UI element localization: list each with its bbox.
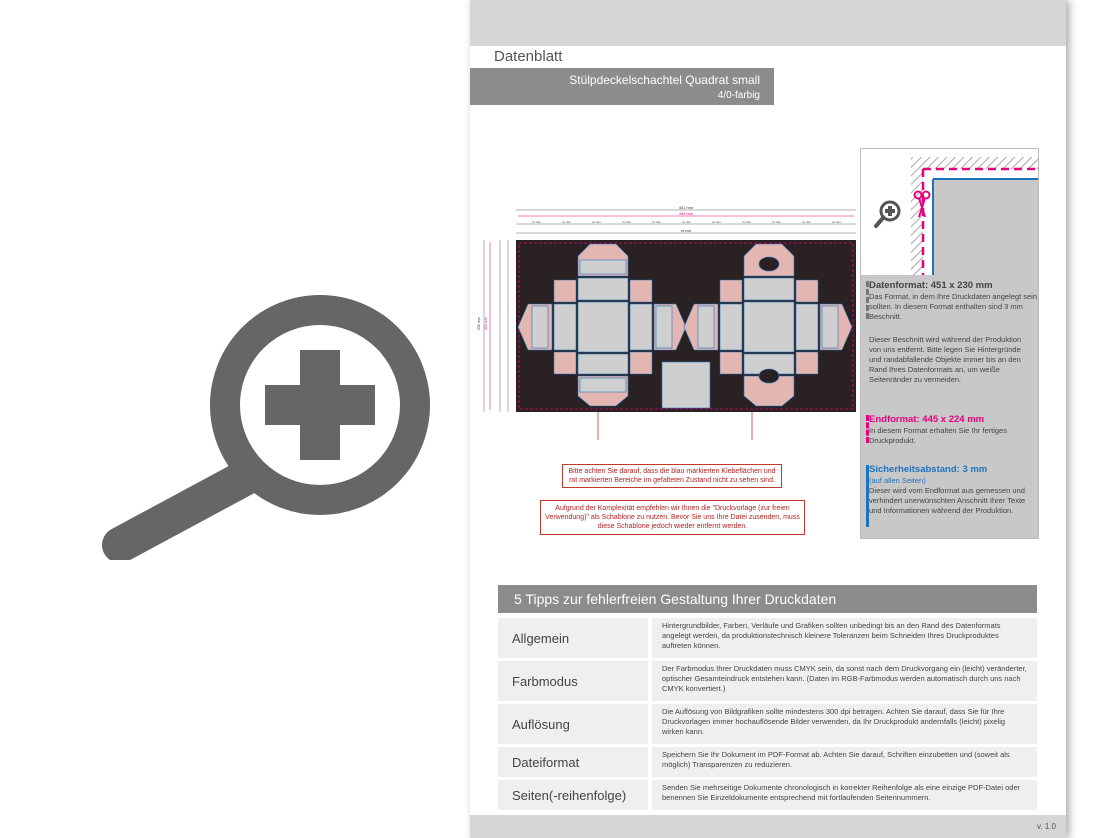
sicherheit-text: Dieser wird vom Endformat aus gemessen und verhindert unerwünschten Anschnitt Ihrer Texte und Informationen während der Produktion. xyxy=(869,486,1026,515)
bleed-preview xyxy=(861,149,1038,275)
datenformat-text: Das Format, in dem Ihre Druckdaten angelegt sein sollten. In diesem Format enthalten sind 3 mm Beschnitt. xyxy=(869,292,1037,321)
zoom-in-icon[interactable] xyxy=(100,290,430,560)
zoom-in-icon[interactable] xyxy=(873,199,903,229)
dim-segment: xx mm xyxy=(532,220,541,224)
dim-segment: xx mm xyxy=(742,220,751,224)
dim-end-width: 445 mm xyxy=(678,211,694,216)
tip-label: Auflösung xyxy=(498,704,648,744)
sicherheit-title: Sicherheitsabstand: 3 mm xyxy=(869,464,988,475)
datenformat-section xyxy=(869,280,1037,322)
dim-segments xyxy=(532,220,841,224)
sicherheit-subtitle: (auf allen Seiten) xyxy=(869,476,926,485)
tip-text: Senden Sie mehrseitige Dokumente chronologisch in korrekter Reihenfolge als eine einzige PDF-Datei oder benennen Sie Einzeldokumente entsprechend mit fortlaufenden Seitennummern. xyxy=(652,780,1037,810)
tip-row xyxy=(498,661,1037,701)
dim-segment: xx mm xyxy=(592,220,601,224)
product-colors: 4/0-farbig xyxy=(717,90,760,101)
dim-height-total: 230 mm xyxy=(477,317,481,330)
dim-segment: xx mm xyxy=(772,220,781,224)
page-title: Datenblatt xyxy=(470,46,590,68)
endformat-section xyxy=(869,414,1031,446)
dim-segment: xx mm xyxy=(682,220,691,224)
dim-segment: xx mm xyxy=(652,220,661,224)
tip-row xyxy=(498,704,1037,744)
insert-panel xyxy=(662,362,710,408)
top-band xyxy=(470,0,1066,46)
dim-segment: xx mm xyxy=(832,220,841,224)
scissors-icon xyxy=(913,189,931,219)
dim-total-width: 451 mm xyxy=(678,205,694,210)
format-info-box xyxy=(860,148,1039,539)
dim-segment: xx mm xyxy=(802,220,811,224)
tip-row xyxy=(498,780,1037,810)
datenformat-title: Datenformat: 451 x 230 mm xyxy=(869,280,993,291)
tip-label: Allgemein xyxy=(498,618,648,658)
tip-label: Seiten(-reihenfolge) xyxy=(498,780,648,810)
dieline-diagram xyxy=(470,200,860,440)
endformat-text: In diesem Format erhalten Sie Ihr fertiges Druckprodukt. xyxy=(869,426,1007,445)
datasheet-page xyxy=(470,0,1066,838)
beschnitt-text: Dieser Beschnitt wird während der Produktion von uns entfernt. Bitte legen Sie Hintergründe und randabfallende Objekte immer bis an den Rand Ihres Datenformats an, um weiße Seitenränder zu vermeiden. xyxy=(869,335,1022,384)
dim-height-end: 224 mm xyxy=(484,317,488,330)
tip-text: Die Auflösung von Bildgrafiken sollte mindestens 300 dpi betragen. Achten Sie darauf, dass Sie für Ihre Druckvorlagen immer hochauflösende Bilder verwenden, da Ihr Druckprodukt andernfalls (leicht) pixelig wirken kann. xyxy=(652,704,1037,744)
tips-header: 5 Tipps zur fehlerfreien Gestaltung Ihrer Druckdaten xyxy=(498,585,1037,613)
sicherheit-section xyxy=(869,464,1033,516)
tip-text: Speichern Sie Ihr Dokument im PDF-Format ab. Achten Sie darauf, Schriften einzubetten und (soweit als möglich) Transparenzen zu reduzieren. xyxy=(652,747,1037,777)
tip-text: Hintergrundbilder, Farben, Verläufe und Grafiken sollten unbedingt bis an den Rand des Datenformats angelegt werden, da produktionstechnisch kleinere Toleranzen beim Schneiden Ihres Druckproduktes auftreten können. xyxy=(652,618,1037,658)
product-name: Stülpdeckelschachtel Quadrat small xyxy=(569,73,760,87)
tip-label: Farbmodus xyxy=(498,661,648,701)
dim-segment: xx mm xyxy=(712,220,721,224)
note-template: Aufgrund der Komplexität empfehlen wir Ihnen die "Druckvorlage (zur freien Verwendung)" als Schablone zu nutzen. Bevor Sie uns Ihre Datei zusenden, muss diese Schablone jedoch wieder entfernt werden. xyxy=(540,500,805,535)
version-label: v. 1.0 xyxy=(1037,822,1056,831)
tip-row xyxy=(498,618,1037,658)
dim-segment: xx mm xyxy=(562,220,571,224)
tip-row xyxy=(498,747,1037,777)
tip-text: Der Farbmodus Ihrer Druckdaten muss CMYK sein, da sonst nach dem Druckvorgang ein (leicht) veränderter, optischer Gesamteindruck entstehen kann. (Daten im RGB-Farbmodus werden automatisch durch uns nach CMYK konvertiert.) xyxy=(652,661,1037,701)
product-bar xyxy=(470,68,774,105)
endformat-title: Endformat: 445 x 224 mm xyxy=(869,414,985,425)
bottom-band xyxy=(470,815,1066,838)
note-glue-areas: Bitte achten Sie darauf, dass die blau markierten Klebeflächen und rot markierten Bereiche im gefalteten Zustand nicht zu sehen sind. xyxy=(562,464,782,488)
dim-inner-width: xx mm xyxy=(680,229,692,233)
dim-segment: xx mm xyxy=(622,220,631,224)
tip-label: Dateiformat xyxy=(498,747,648,777)
